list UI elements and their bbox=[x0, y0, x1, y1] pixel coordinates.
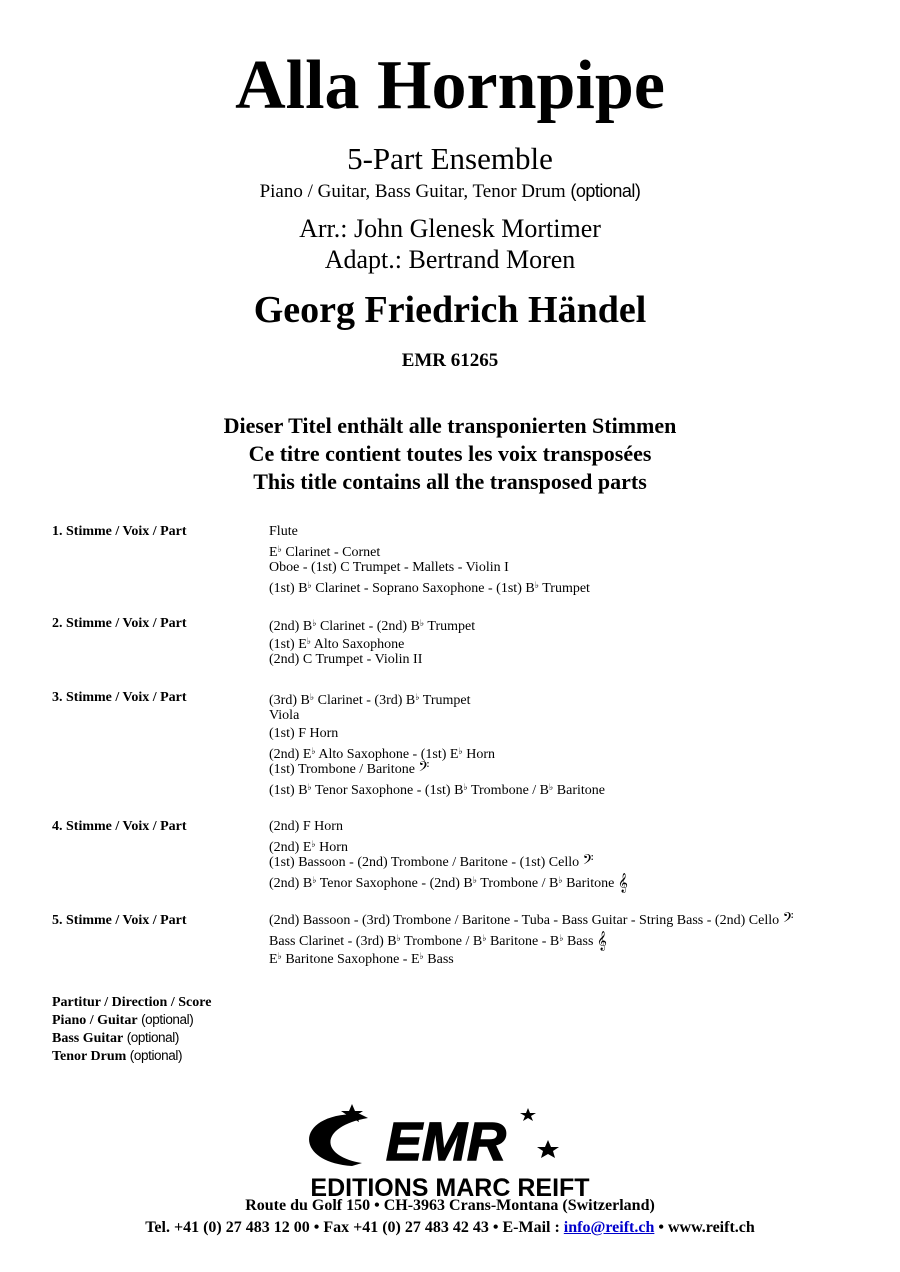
flat-sign-icon: ♭ bbox=[472, 876, 477, 886]
flat-sign-icon: ♭ bbox=[307, 783, 312, 793]
logo-text: EMR bbox=[386, 1112, 506, 1172]
instrument-line: (2nd) C Trumpet - Violin II bbox=[269, 652, 423, 667]
catalog-code: EMR 61265 bbox=[401, 350, 499, 371]
instrument-line: Viola bbox=[269, 708, 300, 723]
optional-label: (optional) bbox=[126, 1030, 179, 1045]
tenor-drum-label: Tenor Drum bbox=[52, 1049, 127, 1064]
optional-label: (optional) bbox=[141, 1012, 194, 1027]
instrument-line: E♭ Baritone Saxophone - E♭ Bass bbox=[269, 952, 454, 967]
email-link[interactable]: info@reift.ch bbox=[563, 1219, 655, 1236]
treble-clef-icon: 𝄞 bbox=[596, 931, 607, 951]
note-english: This title contains all the transposed parts bbox=[253, 469, 647, 494]
optional-label: (optional) bbox=[570, 181, 641, 201]
flat-sign-icon: ♭ bbox=[277, 952, 282, 962]
adapter: Adapt.: Bertrand Moren bbox=[324, 245, 576, 274]
flat-sign-icon: ♭ bbox=[312, 619, 317, 629]
instrument-line: (2nd) E♭ Alto Saxophone - (1st) E♭ Horn bbox=[269, 747, 495, 762]
part-3-label: 3. Stimme / Voix / Part bbox=[52, 690, 187, 705]
subtitle: 5-Part Ensemble bbox=[347, 141, 553, 176]
arranger: Arr.: John Glenesk Mortimer bbox=[299, 214, 601, 243]
flat-sign-icon: ♭ bbox=[306, 637, 311, 647]
publisher-name: EDITIONS MARC REIFT bbox=[310, 1174, 590, 1202]
part-5-instruments bbox=[269, 912, 794, 966]
bass-guitar-label: Bass Guitar bbox=[52, 1031, 124, 1046]
page-title: Alla Hornpipe bbox=[235, 47, 665, 124]
instrument-line: (1st) Trombone / Baritone 𝄢 bbox=[269, 759, 430, 779]
part-1-label: 1. Stimme / Voix / Part bbox=[52, 524, 187, 539]
instrument-line: Bass Clarinet - (3rd) B♭ Trombone / B♭ Baritone - B♭ Bass 𝄞 bbox=[269, 931, 607, 951]
note-german: Dieser Titel enthält alle transponierten Stimmen bbox=[223, 413, 677, 438]
publisher-address: Route du Golf 150 • CH-3963 Crans-Montana (Switzerland) bbox=[245, 1197, 655, 1214]
flat-sign-icon: ♭ bbox=[419, 952, 424, 962]
score-extras bbox=[52, 994, 211, 1065]
instrument-line: (3rd) B♭ Clarinet - (3rd) B♭ Trumpet bbox=[269, 693, 471, 708]
flat-sign-icon: ♭ bbox=[463, 783, 468, 793]
flat-sign-icon: ♭ bbox=[311, 747, 316, 757]
instrument-line: Flute bbox=[269, 524, 298, 539]
contact-phone-fax: Tel. +41 (0) 27 483 12 00 • Fax +41 (0) 27 483 42 43 • E-Mail : bbox=[145, 1219, 564, 1236]
instrumentation-text: Piano / Guitar, Bass Guitar, Tenor Drum bbox=[259, 181, 566, 202]
flat-sign-icon: ♭ bbox=[559, 934, 564, 944]
part-2-label: 2. Stimme / Voix / Part bbox=[52, 616, 187, 631]
bass-clef-icon: 𝄢 bbox=[418, 759, 430, 779]
instrument-line: E♭ Clarinet - Cornet bbox=[269, 545, 381, 560]
flat-sign-icon: ♭ bbox=[307, 581, 312, 591]
flat-sign-icon: ♭ bbox=[415, 693, 420, 703]
flat-sign-icon: ♭ bbox=[558, 876, 563, 886]
flat-sign-icon: ♭ bbox=[311, 840, 316, 850]
flat-sign-icon: ♭ bbox=[277, 545, 282, 555]
flat-sign-icon: ♭ bbox=[419, 619, 425, 629]
instrument-line: (2nd) E♭ Horn bbox=[269, 840, 348, 855]
instrument-line: (1st) B♭ Tenor Saxophone - (1st) B♭ Trombone / B♭ Baritone bbox=[269, 783, 605, 798]
instrument-line: (2nd) B♭ Clarinet - (2nd) B♭ Trumpet bbox=[269, 619, 476, 634]
publisher-logo bbox=[240, 1104, 660, 1202]
part-2-instruments bbox=[269, 615, 475, 669]
treble-clef-icon: 𝄞 bbox=[617, 873, 628, 893]
instrument-line: Oboe - (1st) C Trumpet - Mallets - Violin I bbox=[269, 560, 509, 575]
part-3-instruments bbox=[269, 689, 605, 797]
note-french: Ce titre contient toutes les voix transposées bbox=[248, 441, 652, 466]
flat-sign-icon: ♭ bbox=[534, 581, 539, 591]
score-label: Partitur / Direction / Score bbox=[52, 995, 212, 1010]
flat-sign-icon: ♭ bbox=[482, 934, 487, 944]
part-4-instruments bbox=[269, 818, 628, 893]
piano-label: Piano / Guitar bbox=[52, 1013, 138, 1028]
flat-sign-icon: ♭ bbox=[309, 693, 315, 703]
flat-sign-icon: ♭ bbox=[458, 747, 463, 757]
part-1-instruments bbox=[269, 523, 590, 595]
bass-clef-icon: 𝄢 bbox=[582, 852, 594, 872]
part-5-label: 5. Stimme / Voix / Part bbox=[52, 913, 187, 928]
optional-label: (optional) bbox=[129, 1048, 183, 1063]
publisher-contact bbox=[0, 1218, 900, 1238]
flat-sign-icon: ♭ bbox=[549, 783, 554, 793]
instrument-line: (1st) F Horn bbox=[269, 726, 339, 741]
part-4-label: 4. Stimme / Voix / Part bbox=[52, 819, 187, 834]
instrument-line: (2nd) Bassoon - (3rd) Trombone / Baritone - Tuba - Bass Guitar - String Bass - (2nd) Cello 𝄢 bbox=[269, 910, 794, 930]
bass-clef-icon: 𝄢 bbox=[782, 910, 794, 930]
composer: Georg Friedrich Händel bbox=[253, 289, 647, 331]
instrumentation bbox=[0, 179, 900, 204]
instrument-line: (1st) Bassoon - (2nd) Trombone / Baritone - (1st) Cello 𝄢 bbox=[269, 852, 594, 872]
contact-website: • www.reift.ch bbox=[654, 1219, 755, 1236]
instrument-line: (1st) E♭ Alto Saxophone bbox=[269, 637, 405, 652]
flat-sign-icon: ♭ bbox=[396, 934, 401, 944]
instrument-line: (1st) B♭ Clarinet - Soprano Saxophone - (1st) B♭ Trumpet bbox=[269, 581, 590, 596]
instrument-line: (2nd) B♭ Tenor Saxophone - (2nd) B♭ Trombone / B♭ Baritone 𝄞 bbox=[269, 873, 628, 893]
instrument-line: (2nd) F Horn bbox=[269, 819, 343, 834]
flat-sign-icon: ♭ bbox=[312, 876, 317, 886]
